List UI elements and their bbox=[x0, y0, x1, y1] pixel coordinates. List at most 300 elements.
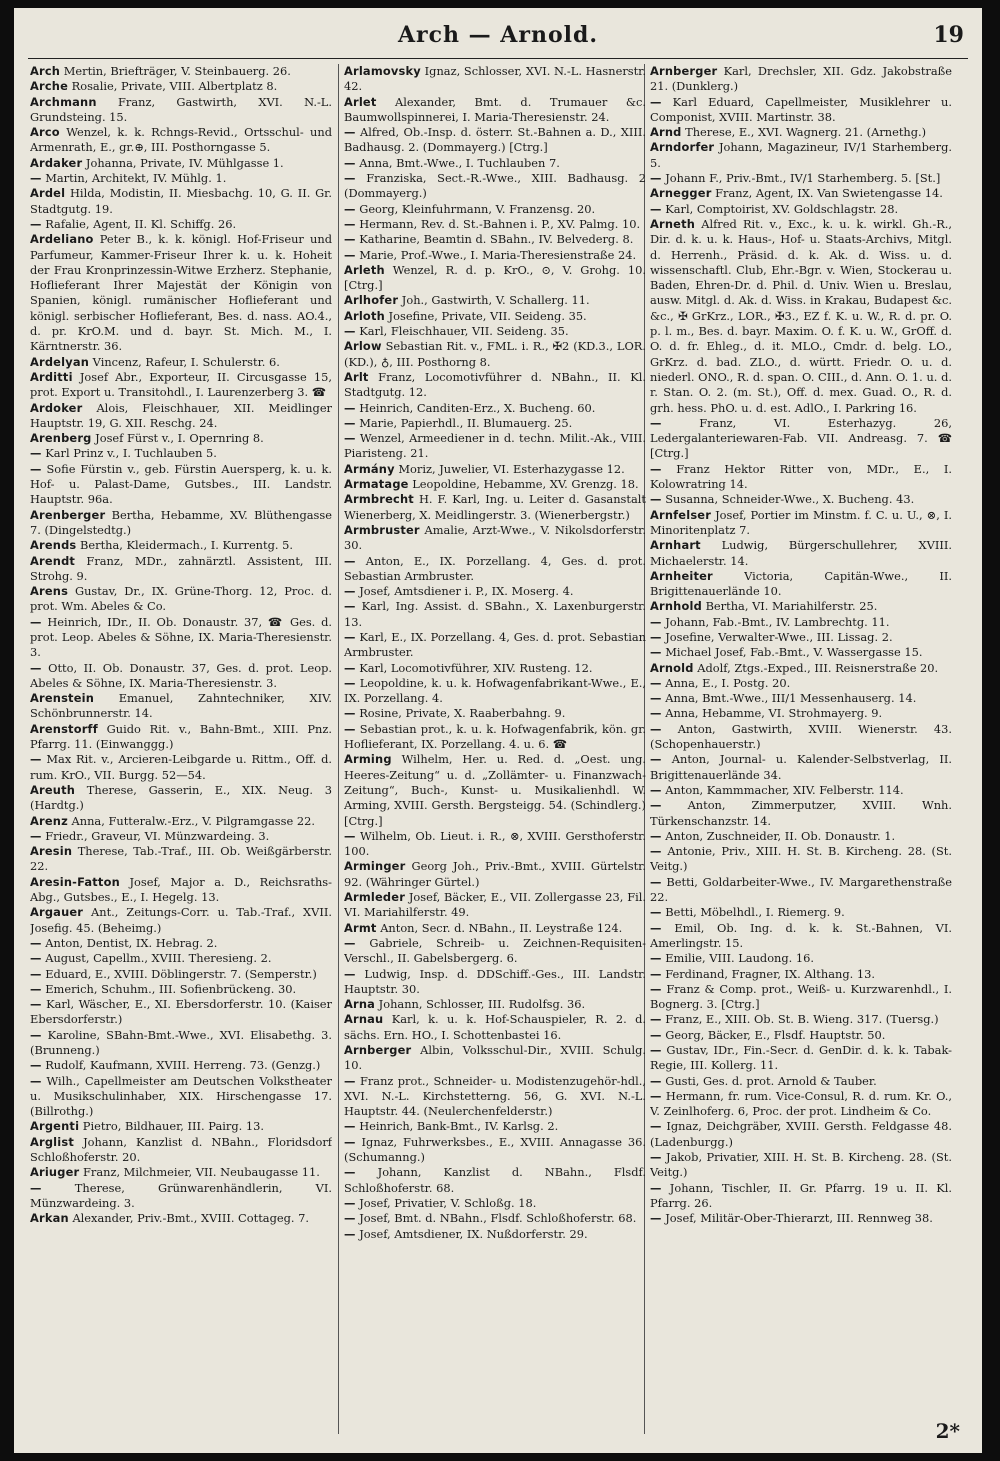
entry-details: Ludwig, Insp. d. DDSchiff.-Ges., III. Landstr. Hauptstr. 30. bbox=[344, 966, 646, 996]
entry-details: Vincenz, Rafeur, I. Schulerstr. 6. bbox=[92, 354, 280, 369]
entry-surname: — bbox=[30, 446, 42, 461]
entry-details: Josef, Bäcker, E., VII. Zollergasse 23, Fil. VI. Mariahilferstr. 49. bbox=[344, 890, 646, 920]
directory-entry bbox=[650, 1012, 952, 1027]
entry-details: Alfred Rit. v., Exc., k. u. k. wirkl. Gh.-R., Dir. d. k. u. k. Haus-, Hof- u. Staats-Archivs, Mitgl. d. Herrenh., Präsid. d. k. Ak. d. Wiss. u. d. wissenschaftl. Club, Ehr.-Bgr. v. Wien, Stockerau u. Baden, Ehren-Dr. d. Phil. d. Univ. Wien u. Breslau, ausw. Mitgl. d. Ak. d. Wiss. in Krakau, Budapest &c. &c., ✠ GrKrz., LOR., ✠3., EZ f. K. u. W., R. d. pr. O. p. l. m., Bes. d. bayr. Maxim. O. f. K. u. W., GrOff. d. O. d. fr. Ehleg., d. it. MLO., Cmdr. d. belg. LO., GrKrz. d. bad. ZLO., d. württ. Friedr. O. u. d. niederl. ONO., R. d. span. O. CIII., d. Ann. O. 1. u. d. r. Stan. O. 2. (m. St.), Off. d. mex. Guad. O., R. d. grh. hess. PhO. u. d. est. AdlO., I. Parkring 16. bbox=[650, 216, 952, 415]
entry-surname: — bbox=[650, 981, 662, 996]
entry-surname: — bbox=[650, 874, 662, 889]
directory-entry bbox=[344, 324, 646, 339]
entry-surname: — bbox=[650, 1211, 662, 1226]
entry-details: Hilda, Modistin, II. Miesbachg. 10, G. II. Gr. Stadtgutg. 19. bbox=[30, 186, 332, 216]
entry-surname: — bbox=[650, 492, 662, 507]
directory-entry bbox=[344, 661, 646, 676]
directory-entry bbox=[344, 523, 646, 554]
header-rule bbox=[28, 58, 968, 59]
directory-entry bbox=[650, 64, 952, 95]
directory-entry bbox=[650, 140, 952, 171]
entry-surname: — bbox=[344, 1119, 356, 1134]
directory-entry bbox=[30, 875, 332, 906]
entry-surname: — bbox=[344, 553, 356, 568]
directory-entry bbox=[30, 538, 332, 553]
entry-details: Anna, E., I. Postg. 20. bbox=[665, 675, 791, 690]
directory-entry bbox=[344, 401, 646, 416]
entry-surname: Armbrecht bbox=[344, 492, 414, 507]
entry-surname: Armt bbox=[344, 920, 377, 935]
entry-surname: — bbox=[650, 1150, 662, 1165]
entry-surname: Ariuger bbox=[30, 1165, 80, 1180]
entry-surname: — bbox=[30, 1180, 42, 1195]
entry-surname: — bbox=[650, 752, 662, 767]
entry-details: Josefine, Private, VII. Seideng. 35. bbox=[388, 308, 587, 323]
entry-surname: — bbox=[30, 216, 42, 231]
entry-details: Johann, Schlosser, III. Rudolfsg. 36. bbox=[378, 997, 586, 1012]
directory-entry bbox=[30, 95, 332, 126]
entry-details: Ignaz, Fuhrwerksbes., E., XVIII. Annagasse 36. (Schumanng.) bbox=[344, 1134, 646, 1165]
entry-surname: Armatage bbox=[344, 477, 409, 492]
entry-surname: — bbox=[344, 247, 356, 262]
directory-entry bbox=[344, 370, 646, 401]
entry-details: Franz, Agent, IX. Van Swietengasse 14. bbox=[715, 186, 943, 201]
directory-entry bbox=[344, 676, 646, 707]
entry-surname: Arenstein bbox=[30, 691, 95, 706]
entry-details: Franz, MDr., zahnärztl. Assistent, III. Strohg. 9. bbox=[30, 553, 332, 583]
directory-entry bbox=[344, 1165, 646, 1196]
entry-surname: — bbox=[344, 155, 356, 170]
entry-details: Max Rit. v., Arcieren-Leibgarde u. Rittm., Off. d. rum. KrO., VII. Burgg. 52—54. bbox=[30, 752, 332, 782]
entry-surname: — bbox=[344, 1195, 356, 1210]
entry-surname: — bbox=[650, 614, 662, 629]
entry-details: Anton, Zimmerputzer, XVIII. Wnh. Türkenschanzstr. 14. bbox=[650, 798, 952, 828]
entry-surname: Arnberger bbox=[650, 64, 718, 78]
directory-entry bbox=[344, 890, 646, 921]
entry-details: Josef, Bmt. d. NBahn., Flsdf. Schloßhoferstr. 68. bbox=[359, 1211, 637, 1226]
entry-details: Leopoldine, k. u. k. Hofwagenfabrikant-Wwe., E., IX. Porzellang. 4. bbox=[344, 675, 646, 706]
directory-entry bbox=[344, 202, 646, 217]
entry-surname: — bbox=[30, 966, 42, 981]
entry-details: Rafalie, Agent, II. Kl. Schiffg. 26. bbox=[45, 216, 237, 231]
entry-details: Franziska, Sect.-R.-Wwe., XIII. Badhausg. 2 (Dommayerg.) bbox=[344, 171, 646, 201]
entry-surname: — bbox=[344, 415, 356, 430]
directory-entry bbox=[650, 752, 952, 783]
entry-surname: — bbox=[650, 782, 662, 797]
entry-surname: Armleder bbox=[344, 890, 406, 905]
directory-entry bbox=[30, 1028, 332, 1059]
entry-surname: — bbox=[30, 752, 42, 767]
entry-details: Eduard, E., XVIII. Döblingerstr. 7. (Semperstr.) bbox=[45, 966, 317, 981]
entry-surname: Armány bbox=[344, 461, 395, 476]
directory-entry bbox=[30, 936, 332, 951]
entry-surname: — bbox=[344, 125, 356, 140]
directory-entry bbox=[650, 171, 952, 186]
entry-surname: Arche bbox=[30, 79, 69, 94]
entry-surname: Arnfelser bbox=[650, 507, 712, 522]
entry-details: Wenzel, k. k. Rchngs-Revid., Ortsschul- und Armenrath, E., gr.⊕, III. Posthorngasse 5. bbox=[30, 125, 332, 155]
entry-surname: Arenz bbox=[30, 813, 68, 828]
entry-details: Wilhelm, Her. u. Red. d. „Oest. ung. Heeres-Zeitung“ u. d. „Zollämter- u. Finanzwach-Zeitung“, Buch-, Kunst- u. Musikalienhdl. W. Arming, XVIII. Gersth. Bergsteigg. 54. (Schindlerg.) [Ctrg.] bbox=[344, 752, 646, 828]
directory-entry bbox=[650, 538, 952, 569]
entry-details: August, Capellm., XVIII. Theresieng. 2. bbox=[45, 951, 272, 966]
entry-details: Johanna, Private, IV. Mühlgasse 1. bbox=[85, 155, 284, 170]
entry-details: Antonie, Priv., XIII. H. St. B. Kircheng. 28. (St. Veitg.) bbox=[650, 844, 952, 874]
entry-details: Franz prot., Schneider- u. Modistenzugehör-hdl., XVI. N.-L. Kirchstetterng. 56, G. XVI. N.-L. Hauptstr. 44. (Neulerchenfelderstr.) bbox=[344, 1073, 646, 1119]
directory-entry bbox=[650, 645, 952, 660]
directory-entry bbox=[650, 951, 952, 966]
entry-surname: Arglist bbox=[30, 1134, 75, 1149]
directory-entry bbox=[650, 569, 952, 600]
directory-entry bbox=[344, 339, 646, 370]
column-middle bbox=[344, 64, 646, 1429]
directory-entry bbox=[30, 232, 332, 354]
entry-surname: Arco bbox=[30, 125, 60, 140]
directory-entry bbox=[30, 844, 332, 875]
entry-surname: Arens bbox=[30, 584, 69, 599]
entry-details: Josef Abr., Exporteur, II. Circusgasse 15, prot. Export u. Transitohdl., I. Laurenzerberg 3. ☎ bbox=[30, 369, 332, 400]
entry-surname: — bbox=[650, 415, 662, 430]
entry-details: Therese, Tab.-Traf., III. Ob. Weißgärberstr. 22. bbox=[30, 844, 332, 874]
directory-entry bbox=[344, 1043, 646, 1074]
directory-entry bbox=[650, 722, 952, 753]
entry-details: Jakob, Privatier, XIII. H. St. B. Kircheng. 28. (St. Veitg.) bbox=[650, 1150, 952, 1180]
entry-details: Anton, Secr. d. NBahn., II. Leystraße 124. bbox=[380, 920, 623, 935]
entry-details: Josef, Militär-Ober-Thierarzt, III. Rennweg 38. bbox=[665, 1211, 933, 1226]
entry-surname: Arditti bbox=[30, 369, 73, 384]
entry-surname: — bbox=[344, 966, 356, 981]
entry-surname: Arlt bbox=[344, 369, 369, 384]
entry-surname: Arleth bbox=[344, 262, 385, 277]
entry-details: Gabriele, Schreib- u. Zeichnen-Requisiten-Verschl., II. Gabelsbergerg. 6. bbox=[344, 935, 646, 966]
entry-details: Josef, Portier im Minstm. f. C. u. U., ⊗, I. Minoritenplatz 7. bbox=[650, 507, 952, 537]
entry-details: Anna, Hebamme, VI. Strohmayerg. 9. bbox=[665, 706, 883, 721]
entry-details: Betti, Goldarbeiter-Wwe., IV. Margarethenstraße 22. bbox=[650, 874, 952, 905]
entry-details: Karl Eduard, Capellmeister, Musiklehrer u. Componist, XVIII. Martinstr. 38. bbox=[650, 94, 952, 124]
entry-surname: — bbox=[344, 1134, 356, 1149]
entry-surname: — bbox=[650, 171, 662, 186]
directory-entry bbox=[650, 706, 952, 721]
entry-surname: — bbox=[650, 721, 662, 736]
entry-surname: Areuth bbox=[30, 782, 76, 797]
entry-details: Albin, Volksschul-Dir., XVIII. Schulg. 10. bbox=[344, 1043, 646, 1073]
entry-surname: Ardaker bbox=[30, 155, 83, 170]
entry-details: Ignaz, Deichgräber, XVIII. Gersth. Feldgasse 48. (Ladenburgg.) bbox=[650, 1119, 952, 1149]
directory-entry bbox=[344, 706, 646, 721]
entry-surname: Aresin bbox=[30, 844, 73, 859]
entry-details: Rosalie, Private, VIII. Albertplatz 8. bbox=[71, 79, 278, 94]
entry-surname: Arna bbox=[344, 997, 376, 1012]
directory-entry bbox=[650, 829, 952, 844]
entry-details: Karl, Fleischhauer, VII. Seideng. 35. bbox=[359, 324, 569, 339]
entry-surname: Arnau bbox=[344, 1012, 384, 1027]
directory-entry bbox=[650, 95, 952, 126]
directory-entry bbox=[30, 1165, 332, 1180]
directory-entry bbox=[344, 722, 646, 753]
entry-details: Karl, Comptoirist, XV. Goldschlagstr. 28. bbox=[665, 201, 899, 216]
directory-entry bbox=[344, 431, 646, 462]
entry-surname: — bbox=[344, 584, 356, 599]
directory-entry bbox=[30, 615, 332, 661]
entry-surname: Arnheiter bbox=[650, 568, 713, 583]
entry-details: Johann, Kanzlist d. NBahn., Floridsdorf Schloßhoferstr. 20. bbox=[30, 1134, 332, 1165]
directory-entry bbox=[30, 1119, 332, 1134]
entry-surname: — bbox=[650, 966, 662, 981]
entry-details: Ferdinand, Fragner, IX. Althang. 13. bbox=[665, 966, 875, 981]
directory-entry bbox=[30, 370, 332, 401]
directory-entry bbox=[650, 783, 952, 798]
entry-surname: — bbox=[344, 1073, 356, 1088]
entry-details: Amalie, Arzt-Wwe., V. Nikolsdorferstr. 30. bbox=[344, 522, 646, 553]
entry-details: Therese, Grünwarenhändlerin, VI. Münzwardeing. 3. bbox=[30, 1180, 332, 1210]
entry-details: Anton, E., IX. Porzellang. 4, Ges. d. prot. Sebastian Armbruster. bbox=[344, 553, 646, 583]
page-header bbox=[14, 22, 982, 56]
entry-surname: Arnhold bbox=[650, 599, 702, 614]
entry-details: Anton, Dentist, IX. Hebrag. 2. bbox=[45, 935, 218, 950]
entry-details: Alois, Fleischhauer, XII. Meidlinger Hauptstr. 19, G. XII. Reschg. 24. bbox=[30, 400, 332, 430]
entry-surname: Arlow bbox=[344, 339, 382, 354]
entry-surname: — bbox=[344, 828, 356, 843]
entry-surname: — bbox=[344, 324, 356, 339]
entry-details: Ant., Zeitungs-Corr. u. Tab.-Traf., XVII. Josefig. 45. (Beheimg.) bbox=[30, 905, 332, 935]
entry-details: Sebastian Rit. v., FML. i. R., ✠2 (KD.3., LOR. (KD.), ♁, III. Posthorng 8. bbox=[344, 339, 646, 369]
entry-surname: Arnd bbox=[650, 125, 682, 140]
entry-details: Gusti, Ges. d. prot. Arnold & Tauber. bbox=[665, 1073, 877, 1088]
directory-entry bbox=[650, 1181, 952, 1212]
entry-details: Mertin, Briefträger, V. Steinbauerg. 26. bbox=[63, 64, 291, 78]
entry-details: Anton, Kammmacher, XIV. Felberstr. 114. bbox=[665, 782, 904, 797]
entry-details: Rudolf, Kaufmann, XVIII. Herreng. 73. (Genzg.) bbox=[45, 1058, 321, 1073]
entry-surname: — bbox=[344, 935, 356, 950]
entry-details: Karl, Drechsler, XII. Gdz. Jakobstraße 21. (Dunklerg.) bbox=[650, 64, 952, 94]
entry-surname: — bbox=[650, 1180, 662, 1195]
directory-entry bbox=[650, 661, 952, 676]
entry-surname: — bbox=[344, 171, 356, 186]
directory-entry bbox=[30, 355, 332, 370]
directory-entry bbox=[344, 997, 646, 1012]
directory-entry bbox=[650, 1119, 952, 1150]
sheet-signature: 2* bbox=[935, 1419, 960, 1443]
directory-entry bbox=[650, 1089, 952, 1120]
entry-surname: — bbox=[344, 1226, 356, 1241]
directory-entry bbox=[344, 309, 646, 324]
directory-entry bbox=[344, 293, 646, 308]
entry-surname: Ardoker bbox=[30, 400, 83, 415]
directory-entry bbox=[344, 477, 646, 492]
entry-details: Sebastian prot., k. u. k. Hofwagenfabrik, kön. gr. Hoflieferant, IX. Porzellang. 4. u. 6. ☎ bbox=[344, 721, 646, 752]
entry-surname: Arlamovsky bbox=[344, 64, 421, 78]
entry-details: Josef, Major a. D., Reichsraths-Abg., Gutsbes., E., I. Hegelg. 13. bbox=[30, 874, 332, 905]
entry-surname: — bbox=[650, 675, 662, 690]
entry-details: Leopoldine, Hebamme, XV. Grenzg. 18. bbox=[412, 477, 639, 492]
entry-details: Alfred, Ob.-Insp. d. österr. St.-Bahnen a. D., XIII. Badhausg. 2. (Dommayerg.) [Ctrg.] bbox=[344, 125, 646, 155]
entry-surname: — bbox=[650, 1027, 662, 1042]
entry-details: Karl, E., IX. Porzellang. 4, Ges. d. prot. Sebastian Armbruster. bbox=[344, 629, 646, 660]
entry-details: Franz, VI. Esterhazyg. 26, Ledergalanteriewaren-Fab. VII. Andreasg. 7. ☎ [Ctrg.] bbox=[650, 415, 952, 461]
entry-surname: — bbox=[650, 951, 662, 966]
directory-entry bbox=[344, 921, 646, 936]
entry-surname: Archmann bbox=[30, 94, 97, 109]
entry-details: Franz & Comp. prot., Weiß- u. Kurzwarenhdl., I. Bognerg. 3. [Ctrg.] bbox=[650, 981, 952, 1012]
directory-entry bbox=[650, 1211, 952, 1226]
entry-details: Emanuel, Zahntechniker, XIV. Schönbrunnerstr. 14. bbox=[30, 691, 332, 721]
directory-entry bbox=[344, 936, 646, 967]
directory-entry bbox=[650, 599, 952, 614]
entry-surname: Arneth bbox=[650, 216, 696, 231]
entry-details: Franz, E., XIII. Ob. St. B. Wieng. 317. (Tuersg.) bbox=[665, 1012, 939, 1027]
entry-details: Ignaz, Schlosser, XVI. N.-L. Hasnerstr. 42. bbox=[344, 64, 646, 94]
directory-entry bbox=[344, 967, 646, 998]
entry-surname: — bbox=[30, 171, 42, 186]
directory-entry bbox=[30, 1211, 332, 1226]
entry-surname: — bbox=[30, 981, 42, 996]
directory-entry bbox=[30, 171, 332, 186]
entry-details: Susanna, Schneider-Wwe., X. Bucheng. 43. bbox=[665, 492, 915, 507]
directory-entry bbox=[30, 967, 332, 982]
entry-surname: — bbox=[344, 232, 356, 247]
entry-surname: — bbox=[344, 216, 356, 231]
entry-surname: — bbox=[344, 431, 356, 446]
entry-surname: — bbox=[344, 660, 356, 675]
entry-details: Sofie Fürstin v., geb. Fürstin Auersperg, k. u. k. Hof- u. Palast-Dame, Gutsbes., III. Landstr. Hauptstr. 96a. bbox=[30, 461, 332, 507]
directory-entry bbox=[344, 1227, 646, 1242]
entry-surname: — bbox=[30, 997, 42, 1012]
entry-details: Katharine, Beamtin d. SBahn., IV. Belvederg. 8. bbox=[359, 232, 634, 247]
entry-surname: — bbox=[650, 1012, 662, 1027]
entry-details: Anna, Bmt.-Wwe., I. Tuchlauben 7. bbox=[359, 155, 560, 170]
entry-surname: Arenberg bbox=[30, 431, 92, 446]
directory-entry bbox=[344, 248, 646, 263]
entry-details: Bertha, Kleidermach., I. Kurrentg. 5. bbox=[80, 538, 293, 553]
entry-details: Alexander, Priv.-Bmt., XVIII. Cottageg. 7. bbox=[72, 1211, 310, 1226]
entry-surname: Armbruster bbox=[344, 522, 420, 537]
entry-details: Karl, Ing. Assist. d. SBahn., X. Laxenburgerstr. 13. bbox=[344, 599, 646, 629]
directory-entry bbox=[30, 79, 332, 94]
directory-entry bbox=[30, 997, 332, 1028]
entry-details: Friedr., Graveur, VI. Münzwardeing. 3. bbox=[45, 828, 270, 843]
entry-details: Wilh., Capellmeister am Deutschen Volkstheater u. Musikschulinhaber, XIX. Hirschengasse 17. (Billrothg.) bbox=[30, 1073, 332, 1119]
entry-details: Johann, Kanzlist d. NBahn., Flsdf. Schloßhoferstr. 68. bbox=[344, 1165, 646, 1195]
directory-entry bbox=[30, 125, 332, 156]
entry-surname: Arlet bbox=[344, 94, 377, 109]
entry-details: H. F. Karl, Ing. u. Leiter d. Gasanstalt Wienerberg, X. Meidlingerstr. 3. (Wienerbergstr.) bbox=[344, 492, 646, 522]
column-right bbox=[650, 64, 952, 1429]
entry-surname: — bbox=[650, 201, 662, 216]
entry-details: Gustav, Dr., IX. Grüne-Thorg. 12, Proc. d. prot. Wm. Abeles & Co. bbox=[30, 584, 332, 614]
entry-surname: — bbox=[30, 951, 42, 966]
entry-surname: — bbox=[650, 1073, 662, 1088]
directory-entry bbox=[344, 156, 646, 171]
entry-surname: — bbox=[650, 920, 662, 935]
entry-details: Therese, E., XVI. Wagnerg. 21. (Arnethg.) bbox=[685, 125, 927, 140]
entry-details: Franz, Locomotivführer d. NBahn., II. Kl. Stadtgutg. 12. bbox=[344, 369, 646, 400]
column-left bbox=[30, 64, 332, 1429]
entry-surname: Arnegger bbox=[650, 186, 712, 201]
directory-entry bbox=[650, 630, 952, 645]
entry-details: Karl, Locomotivführer, XIV. Rusteng. 12. bbox=[359, 660, 593, 675]
entry-details: Anton, Journal- u. Kalender-Selbstverlag, II. Brigittenauerlände 34. bbox=[650, 752, 952, 782]
entry-surname: Arming bbox=[344, 752, 392, 767]
directory-entry bbox=[30, 508, 332, 539]
directory-entry bbox=[30, 584, 332, 615]
directory-entry bbox=[30, 905, 332, 936]
directory-entry bbox=[30, 554, 332, 585]
entry-surname: Arkan bbox=[30, 1211, 69, 1226]
entry-surname: Ardeliano bbox=[30, 232, 94, 247]
directory-entry bbox=[650, 905, 952, 920]
entry-details: Emil, Ob. Ing. d. k. k. St.-Bahnen, VI. Amerlingstr. 15. bbox=[650, 920, 952, 950]
entry-surname: — bbox=[650, 691, 662, 706]
directory-entry bbox=[344, 462, 646, 477]
entry-details: Franz, Gastwirth, XVI. N.-L. Grundsteing. 15. bbox=[30, 94, 332, 124]
directory-entry bbox=[30, 217, 332, 232]
entry-details: Marie, Prof.-Wwe., I. Maria-Theresienstraße 24. bbox=[359, 247, 637, 262]
directory-entry bbox=[344, 492, 646, 523]
entry-surname: Argauer bbox=[30, 905, 84, 920]
entry-details: Alexander, Bmt. d. Trumauer &c. Baumwollspinnerei, I. Maria-Theresienstr. 24. bbox=[344, 94, 646, 124]
entry-surname: — bbox=[344, 1211, 356, 1226]
directory-entry bbox=[344, 584, 646, 599]
directory-entry bbox=[650, 217, 952, 416]
directory-entry bbox=[30, 829, 332, 844]
directory-entry bbox=[344, 171, 646, 202]
directory-entry bbox=[344, 64, 646, 95]
directory-entry bbox=[650, 921, 952, 952]
entry-details: Josef, Amtsdiener i. P., IX. Moserg. 4. bbox=[359, 584, 574, 599]
entry-details: Anna, Futteralw.-Erz., V. Pilgramgasse 22. bbox=[71, 813, 315, 828]
directory-entry bbox=[650, 982, 952, 1013]
directory-entry bbox=[30, 462, 332, 508]
directory-entry bbox=[650, 615, 952, 630]
directory-entry bbox=[650, 1074, 952, 1089]
entry-details: Bertha, VI. Mariahilferstr. 25. bbox=[705, 599, 878, 614]
directory-entry bbox=[30, 1074, 332, 1120]
entry-details: Heinrich, IDr., II. Ob. Donaustr. 37, ☎ Ges. d. prot. Leop. Abeles & Söhne, IX. Maria-Theresienstr. 3. bbox=[30, 614, 332, 660]
entry-surname: — bbox=[30, 1058, 42, 1073]
entry-details: Georg Joh., Priv.-Bmt., XVIII. Gürtelstr. 92. (Währinger Gürtel.) bbox=[344, 859, 646, 889]
entry-surname: — bbox=[30, 614, 42, 629]
entry-details: Rosine, Private, X. Raaberbahng. 9. bbox=[359, 706, 566, 721]
entry-surname: Arenstorff bbox=[30, 721, 98, 736]
entry-surname: — bbox=[344, 1165, 356, 1180]
entry-details: Wilhelm, Ob. Lieut. i. R., ⊗, XVIII. Gersthoferstr. 100. bbox=[344, 828, 646, 859]
entry-details: Bertha, Hebamme, XV. Blüthengasse 7. (Dingelstedtg.) bbox=[30, 507, 332, 537]
entry-details: Heinrich, Bank-Bmt., IV. Karlsg. 2. bbox=[359, 1119, 559, 1134]
entry-details: Karl Prinz v., I. Tuchlauben 5. bbox=[45, 446, 217, 461]
directory-entry bbox=[30, 752, 332, 783]
entry-details: Josefine, Verwalter-Wwe., III. Lissag. 2. bbox=[665, 629, 893, 644]
entry-details: Michael Josef, Fab.-Bmt., V. Wassergasse 15. bbox=[665, 645, 923, 660]
entry-details: Emerich, Schuhm., III. Sofienbrückeng. 30. bbox=[45, 981, 297, 996]
entry-details: Karl, k. u. k. Hof-Schauspieler, R. 2. d. sächs. Ern. HO., I. Schottenbastei 16. bbox=[344, 1012, 646, 1042]
entry-details: Emilie, VIII. Laudong. 16. bbox=[665, 951, 815, 966]
entry-details: Peter B., k. k. königl. Hof-Friseur und Parfumeur, Kammer-Friseur Ihrer k. u. k. Hoheit der Frau Kronprinzessin-Witwe Erzherz. Stephanie, Hoflieferant Ihrer Majestät der Königin von Spanien, königl. rumänischer Hoflieferant und königl. serbischer Hoflieferant, Bes. d. nass. AO.4., d. pr. KrO.M. und d. bayr. St. Mich. M., I. Kärntnerstr. 36. bbox=[30, 232, 332, 354]
directory-entry bbox=[344, 752, 646, 828]
directory-entry bbox=[30, 156, 332, 171]
directory-entry bbox=[30, 691, 332, 722]
directory-entry bbox=[344, 1074, 646, 1120]
entry-surname: — bbox=[650, 1088, 662, 1103]
entry-surname: — bbox=[650, 461, 662, 476]
entry-details: Wenzel, R. d. p. KrO., ⊙, V. Grohg. 10. [Ctrg.] bbox=[344, 262, 646, 293]
directory-entry bbox=[344, 95, 646, 126]
directory-entry bbox=[30, 661, 332, 692]
page-number: 19 bbox=[933, 22, 964, 48]
entry-surname: — bbox=[344, 400, 356, 415]
running-head: Arch — Arnold. bbox=[397, 22, 599, 48]
directory-entry bbox=[344, 1211, 646, 1226]
entry-surname: — bbox=[650, 706, 662, 721]
entry-surname: — bbox=[650, 798, 662, 813]
entry-details: Anton, Zuschneider, II. Ob. Donaustr. 1. bbox=[665, 828, 896, 843]
entry-details: Otto, II. Ob. Donaustr. 37, Ges. d. prot. Leop. Abeles & Söhne, IX. Maria-Theresienstr. 3. bbox=[30, 660, 332, 690]
entry-surname: — bbox=[650, 905, 662, 920]
entry-surname: — bbox=[344, 599, 356, 614]
